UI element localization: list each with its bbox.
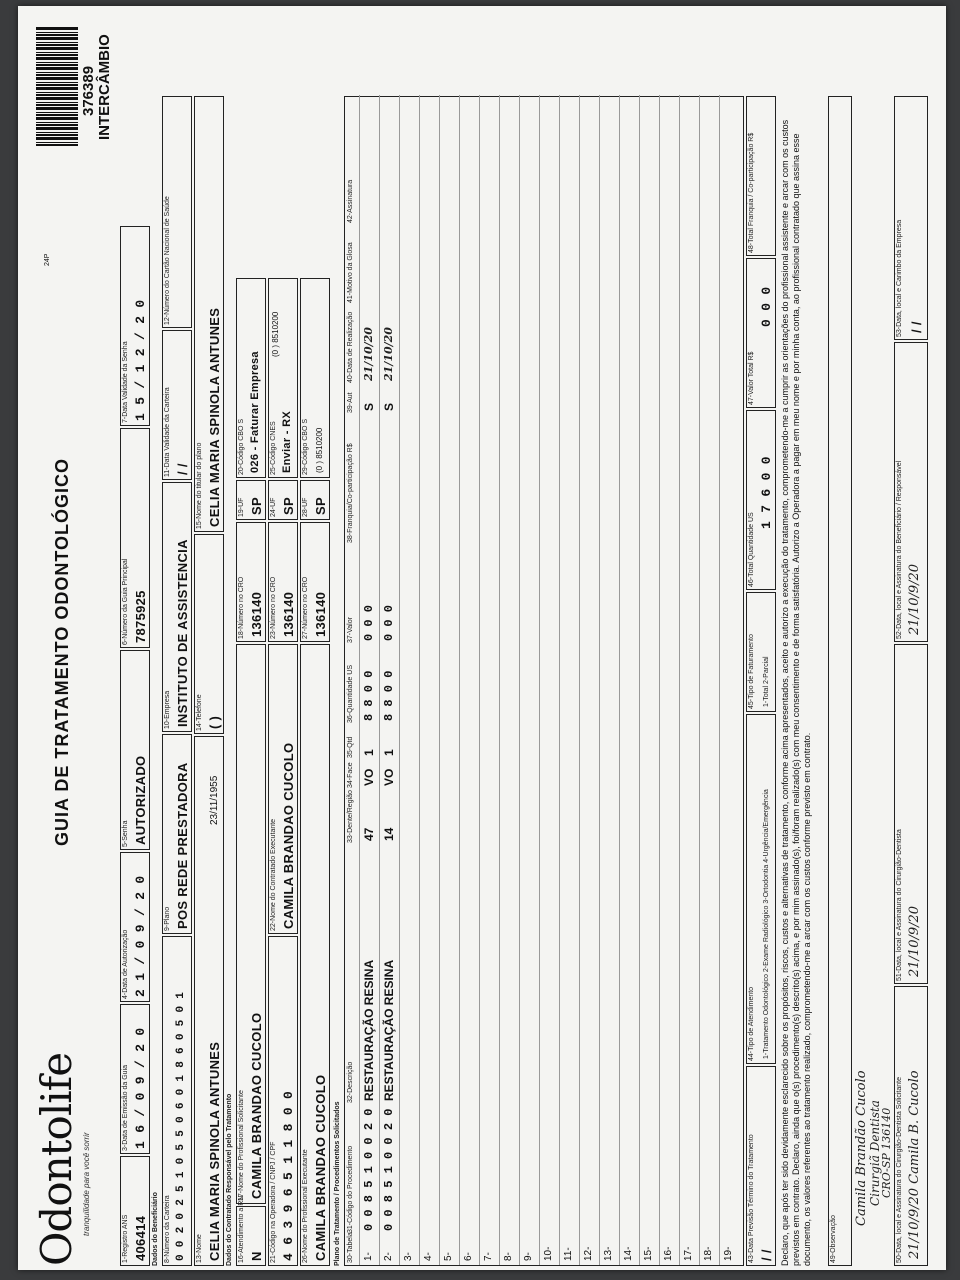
cell-valor: 0 0 0 — [362, 604, 376, 641]
page-tag: 24P — [44, 253, 51, 266]
signature-cirurgiao: 51-Data, local e Assinatura do Cirurgião-Dentista 21/10/9/20 — [894, 644, 928, 984]
cell-face: VO — [362, 768, 376, 786]
procedures-header-cell: 41-Motivo da Glosa — [347, 242, 354, 303]
table-row — [619, 95, 640, 1265]
cell-descricao: RESTAURAÇÃO RESINA — [362, 959, 376, 1101]
table-row — [719, 95, 740, 1265]
table-row — [439, 95, 460, 1265]
field-cro-executante: 23-Número no CRO 136140 — [268, 522, 298, 642]
brand-tagline: tranquilidade para você sorrir — [82, 1132, 91, 1236]
intercambio-label: INTERCÂMBIO — [96, 34, 113, 140]
signature-solicitante: 50-Data, local e Assinatura do Cirurgião-Dentista Solicitante 21/10/9/20 Camila B. Cucolo — [894, 986, 928, 1266]
cell-qtd: 1 — [362, 749, 376, 756]
cell-us: 8 8 0 0 — [362, 670, 376, 721]
table-row — [499, 95, 520, 1265]
field-uf-solicitante: 19-UF SP — [236, 480, 266, 520]
section-procedimentos: Plano de Tratamento / Procedimentos Solicitados — [334, 1101, 341, 1266]
cell-data: 21/10/20 — [362, 327, 375, 381]
procedures-header-cell: 32-Descrição — [347, 1061, 354, 1103]
row-number: 3- — [403, 1252, 414, 1261]
guide-code: 376389 — [80, 65, 97, 116]
table-row — [359, 95, 380, 1265]
row-number: 17- — [683, 1246, 694, 1261]
field-data-autorizacao: 4-Data de Autorização 2 1 / 0 9 / 2 0 — [120, 852, 150, 1002]
table-row — [559, 95, 580, 1265]
field-total-us: 46-Total Quantidade US 1 7 6 0 0 — [746, 410, 776, 590]
field-cbo-solicitante: 20-Código CBO S 026 - Faturar Empresa — [236, 278, 266, 478]
cell-dente: 47 — [362, 827, 376, 841]
stamp-title: Cirurgiã Dentista — [868, 1100, 882, 1206]
brand-logo: Odontolife — [32, 1052, 81, 1266]
cell-aut: S — [362, 402, 376, 411]
table-row — [659, 95, 680, 1265]
row-number: 10- — [543, 1246, 554, 1261]
table-row — [519, 95, 540, 1265]
procedures-header-cell: 35-Qtd — [347, 736, 354, 758]
field-executante: 22-Nome do Contratado Executante CAMILA BRANDAO CUCOLO — [268, 644, 298, 934]
table-row — [599, 95, 620, 1265]
field-registro-ans: 1-Registro ANS 406414 — [120, 1156, 150, 1266]
row-number: 8- — [503, 1252, 514, 1261]
row-number: 7- — [483, 1252, 494, 1261]
paper-sheet — [18, 6, 946, 1270]
field-atendimento-rn: 16-Atendimento a RN N — [236, 1206, 266, 1266]
cell-data: 21/10/20 — [382, 327, 395, 381]
field-tipo-faturamento: 45-Tipo de Faturamento 1-Total 2-Parcial — [746, 592, 776, 712]
barcode — [36, 26, 78, 146]
field-cbo-profissional: 29-Código CBO S (0 ) 8510200 — [300, 278, 330, 478]
field-empresa: 10-Empresa INSTITUTO DE ASSISTENCIA — [162, 482, 192, 732]
field-cro-solicitante: 18-Número no CRO 136140 — [236, 522, 266, 642]
cell-descricao: RESTAURAÇÃO RESINA — [382, 959, 396, 1101]
procedures-header-cell: 39-Aut — [347, 392, 354, 413]
procedures-header-cell: 40-Data de Realização — [347, 311, 354, 383]
field-codigo-operadora: 21-Código na Operadora / CNPJ / CPF 4 6 3 9 6 5 1 1 8 0 0 — [268, 936, 298, 1266]
field-uf-profissional: 28-UF SP — [300, 480, 330, 520]
row-number: 4- — [423, 1252, 434, 1261]
table-row — [379, 95, 400, 1265]
field-senha: 5-Senha AUTORIZADO — [120, 650, 150, 850]
table-row — [639, 95, 660, 1265]
procedures-header-cell: 37-Valor — [347, 617, 354, 643]
cell-qtd: 1 — [382, 749, 396, 756]
field-uf-executante: 24-UF SP — [268, 480, 298, 520]
row-number: 6- — [463, 1252, 474, 1261]
form-rotated — [32, 16, 932, 1266]
field-nome: 13-Nome CELIA MARIA SPINOLA ANTUNES 23/11/1955 — [194, 736, 224, 1266]
section-contratado: Dados do Contratado Responsável pelo Tratamento — [226, 1093, 233, 1266]
row-number: 19- — [723, 1246, 734, 1261]
field-valor-total: 47-Valor Total R$ 0 0 0 — [746, 258, 776, 408]
field-guia-principal: 6-Número da Guia Principal 7875925 — [120, 428, 150, 648]
row-number: 14- — [623, 1246, 634, 1261]
table-row — [699, 95, 720, 1265]
cell-us: 8 8 0 0 — [382, 670, 396, 721]
field-total-franquia: 48-Total Franquia / Co-participação R$ — [746, 96, 776, 256]
procedures-header-cell: 33-Dente/Região — [347, 790, 354, 843]
procedures-table — [344, 96, 744, 1266]
row-number: 11- — [563, 1247, 574, 1261]
row-number: 12- — [583, 1246, 594, 1261]
field-previsao-termino: 43-Data Previsão Término do Tratamento / / — [746, 1066, 776, 1266]
section-beneficiario: Dados do Beneficiário — [152, 1192, 159, 1266]
cell-valor: 0 0 0 — [382, 604, 396, 641]
field-cns: 12-Número do Cartão Nacional de Saúde — [162, 96, 192, 328]
cell-aut: S — [382, 402, 396, 411]
signature-beneficiario: 52-Data, local e Assinatura do Beneficiário / Responsável 21/10/9/20 — [894, 342, 928, 642]
row-number: 5- — [443, 1252, 454, 1261]
field-carteira: 8-Número da Carteira 0 0 2 0 2 5 1 0 5 5 0 6 0 1 8 6 0 5 0 1 — [162, 936, 192, 1266]
row-number: 18- — [703, 1246, 714, 1261]
field-validade-senha: 7-Data Validade da Senha 1 5 / 1 2 / 2 0 — [120, 226, 150, 426]
cell-face: VO — [382, 768, 396, 786]
field-validade-carteira: 11-Data Validade da Carteira / / — [162, 330, 192, 480]
field-cnes: 25-Código CNES Enviar - RX (0 ) 8510200 — [268, 278, 298, 478]
row-number: 16- — [663, 1246, 674, 1261]
table-row — [459, 95, 480, 1265]
stamp-cro: CRO-SP 136140 — [880, 1107, 893, 1198]
cell-codigo: 0 0 8 5 1 0 0 2 0 — [382, 1108, 396, 1231]
procedures-header-cell: 34-Face — [347, 762, 354, 788]
field-observacao: 49-Observação — [828, 96, 852, 1266]
procedures-header-cell: 38-Franquia/Co-participação R$ — [347, 443, 354, 543]
procedures-header-cell: 30-Tabela — [347, 1232, 354, 1263]
field-plano: 9-Plano POS REDE PRESTADORA — [162, 734, 192, 934]
signature-empresa: 53-Data, local e Carimbo da Empresa / / — [894, 96, 928, 340]
table-row — [579, 95, 600, 1265]
field-cro-profissional: 27-Número no CRO 136140 — [300, 522, 330, 642]
table-row — [539, 95, 560, 1265]
row-number: 9- — [523, 1252, 534, 1261]
table-row — [419, 95, 440, 1265]
stamp-name: Camila Brandão Cucolo — [854, 1070, 869, 1226]
table-row — [399, 95, 420, 1265]
cell-codigo: 0 0 8 5 1 0 0 2 0 — [362, 1108, 376, 1231]
procedures-header-cell: 42-Assinatura — [347, 179, 354, 223]
cell-dente: 14 — [382, 827, 396, 841]
row-number: 15- — [643, 1246, 654, 1261]
procedures-header-cell: 31-Código do Procedimento — [347, 1145, 354, 1233]
field-telefone: 14-Telefone ( ) — [194, 534, 224, 734]
procedures-header-cell: 36-Quantidade US — [347, 665, 354, 723]
field-titular: 15-Nome do titular do plano CELIA MARIA SPINOLA ANTUNES — [194, 96, 224, 532]
row-number: 13- — [603, 1246, 614, 1261]
table-row — [679, 95, 700, 1265]
declaration-text: Declaro, que após ter sido devidamente esclarecido sobre os propósitos, riscos, custos e alternativas de tratamento, conforme acima apresentados, aceito e autorizo a execução do tratamento, comprometendo-me a cumprir as orientações do profissional assistente e arcar com os custos previstos em contrato. Declaro, ainda que o(s) procedimento(s) descrito(s) acima, e por mim assinado(s), foi/foram realizado(s) com meu consentimento e de forma satisfatória. Autorizo a Operadora a pagar em meu nome e por minha conta, ao profissional contratado que assina esse documento, os valores referentes ao tratamento realizado, comprometendo-me a arcar com os custos conforme previsto em contrato. — [780, 119, 812, 1266]
row-number: 1- — [363, 1252, 374, 1261]
field-tipo-atendimento: 44-Tipo de Atendimento 1-Tratamento Odontológico 2-Exame Radiológico 3-Ortodontia 4-Urgência/Emergência — [746, 714, 776, 1064]
field-solicitante: 17-Nome do Profissional Solicitante CAMILA BRANDAO CUCOLO — [236, 644, 266, 1204]
field-data-emissao: 3-Data de Emissão da Guia 1 6 / 0 9 / 2 0 — [120, 1004, 150, 1154]
table-row — [479, 95, 500, 1265]
row-number: 2- — [383, 1252, 394, 1261]
field-profissional-executante: 26-Nome do Profissional Executante CAMILA BRANDAO CUCOLO — [300, 644, 330, 1266]
form-title: GUIA DE TRATAMENTO ODONTOLÓGICO — [52, 458, 72, 846]
